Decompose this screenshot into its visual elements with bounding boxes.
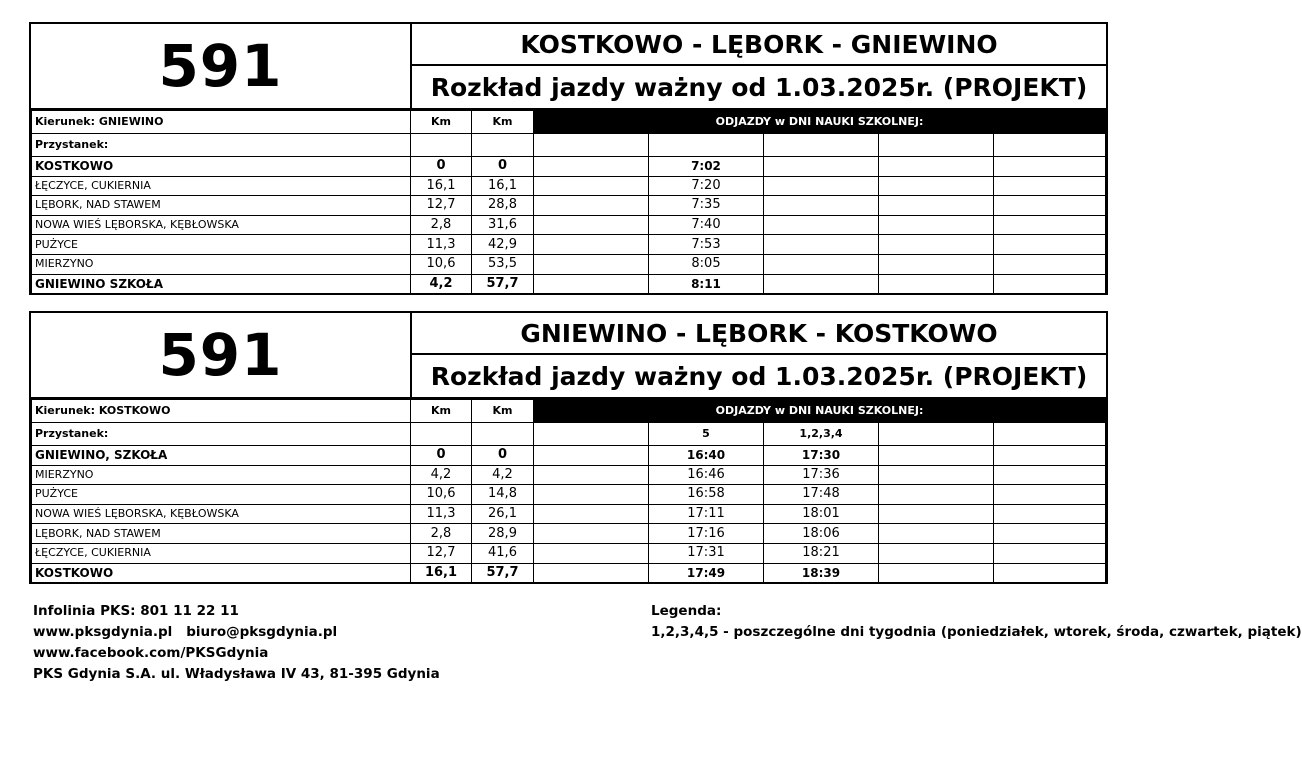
- km-segment: 2,8: [411, 215, 472, 235]
- facebook-link[interactable]: www.facebook.com/PKSGdynia: [33, 645, 269, 661]
- km-segment: 12,7: [411, 543, 472, 563]
- stop-name: NOWA WIEŚ LĘBORSKA, KĘBŁOWSKA: [32, 504, 411, 524]
- stop-name: NOWA WIEŚ LĘBORSKA, KĘBŁOWSKA: [32, 215, 411, 235]
- direction-label: Kierunek: KOSTKOWO: [32, 400, 411, 423]
- departure-time: 18:21: [764, 543, 879, 563]
- day-code: [879, 423, 994, 446]
- km-header: Km: [411, 111, 472, 134]
- km-total: 57,7: [472, 563, 534, 582]
- departure-time: 17:16: [649, 524, 764, 544]
- departures-header: ODJAZDY w DNI NAUKI SZKOLNEJ:: [534, 400, 1106, 423]
- departure-time: 18:06: [764, 524, 879, 544]
- departure-time: 16:58: [649, 485, 764, 505]
- departure-time: 17:36: [764, 465, 879, 485]
- departure-time: [534, 563, 649, 582]
- departure-time: 18:01: [764, 504, 879, 524]
- day-code: [879, 134, 994, 157]
- departure-time: 17:11: [649, 504, 764, 524]
- stop-name: ŁĘCZYCE, CUKIERNIA: [32, 543, 411, 563]
- km-segment: 10,6: [411, 254, 472, 274]
- km-total: 31,6: [472, 215, 534, 235]
- table-row: [32, 274, 1106, 293]
- departures-header: ODJAZDY w DNI NAUKI SZKOLNEJ:: [534, 111, 1106, 134]
- table-row: [32, 446, 1106, 466]
- departure-time: [994, 524, 1106, 544]
- departure-time: [534, 465, 649, 485]
- legend-title: Legenda:: [651, 603, 722, 619]
- table-header-row: [32, 400, 1106, 423]
- departure-time: [534, 235, 649, 255]
- departure-time: [534, 485, 649, 505]
- stop-name: ŁĘCZYCE, CUKIERNIA: [32, 176, 411, 196]
- stop-name: PUŻYCE: [32, 485, 411, 505]
- km-total: 53,5: [472, 254, 534, 274]
- empty-cell: [411, 134, 472, 157]
- line-number: 591: [31, 24, 412, 108]
- schedule-table: [31, 110, 1106, 293]
- route-title: GNIEWINO - LĘBORK - KOSTKOWO: [412, 313, 1106, 355]
- table-row: [32, 485, 1106, 505]
- timetable-1: [29, 22, 1108, 295]
- departure-time: [994, 504, 1106, 524]
- departure-time: [994, 235, 1106, 255]
- departure-time: 16:46: [649, 465, 764, 485]
- stop-name: KOSTKOWO: [32, 157, 411, 177]
- stop-name: LĘBORK, NAD STAWEM: [32, 524, 411, 544]
- empty-cell: [472, 423, 534, 446]
- table-row: [32, 465, 1106, 485]
- departure-time: [764, 274, 879, 293]
- address-text: PKS Gdynia S.A. ul. Władysława IV 43, 81-395 Gdynia: [33, 666, 440, 682]
- table-row: [32, 196, 1106, 216]
- km-total: 28,8: [472, 196, 534, 216]
- km-segment: 2,8: [411, 524, 472, 544]
- departure-time: [534, 215, 649, 235]
- departure-time: [534, 524, 649, 544]
- departure-time: [994, 563, 1106, 582]
- departure-time: [994, 485, 1106, 505]
- direction-label: Kierunek: GNIEWINO: [32, 111, 411, 134]
- departure-time: [994, 176, 1106, 196]
- table-header-row: [32, 111, 1106, 134]
- stop-name: MIERZYNO: [32, 465, 411, 485]
- footer-contact: [33, 601, 440, 685]
- departure-time: [879, 524, 994, 544]
- departure-time: [879, 446, 994, 466]
- km-total: 57,7: [472, 274, 534, 293]
- table-row: [32, 524, 1106, 544]
- infoline-text: Infolinia PKS: 801 11 22 11: [33, 603, 239, 619]
- day-code: [534, 423, 649, 446]
- departure-time: 16:40: [649, 446, 764, 466]
- departure-time: [534, 504, 649, 524]
- empty-cell: [472, 134, 534, 157]
- legend-text: 1,2,3,4,5 - poszczególne dni tygodnia (poniedziałek, wtorek, środa, czwartek, piątek): [651, 624, 1302, 640]
- km-segment: 0: [411, 446, 472, 466]
- day-code: [649, 134, 764, 157]
- departure-time: [764, 215, 879, 235]
- departure-time: [879, 254, 994, 274]
- km-total: 0: [472, 446, 534, 466]
- day-code: 5: [649, 423, 764, 446]
- departure-time: [764, 176, 879, 196]
- day-codes-row: [32, 423, 1106, 446]
- departure-time: [764, 196, 879, 216]
- table-row: [32, 235, 1106, 255]
- table-row: [32, 504, 1106, 524]
- departure-time: [994, 215, 1106, 235]
- departure-time: 8:05: [649, 254, 764, 274]
- validity-text: Rozkład jazdy ważny od 1.03.2025r. (PROJEKT): [430, 72, 1088, 102]
- departure-time: [994, 446, 1106, 466]
- km-total: 26,1: [472, 504, 534, 524]
- km-total: 28,9: [472, 524, 534, 544]
- stop-name: LĘBORK, NAD STAWEM: [32, 196, 411, 216]
- table-row: [32, 254, 1106, 274]
- departure-time: 7:53: [649, 235, 764, 255]
- day-code: 1,2,3,4: [764, 423, 879, 446]
- departure-time: 7:20: [649, 176, 764, 196]
- departure-time: [994, 543, 1106, 563]
- schedule-table: [31, 399, 1106, 582]
- departure-time: [994, 254, 1106, 274]
- departure-time: [764, 254, 879, 274]
- departure-time: [534, 446, 649, 466]
- km-total: 16,1: [472, 176, 534, 196]
- stop-name: GNIEWINO SZKOŁA: [32, 274, 411, 293]
- departure-time: 8:11: [649, 274, 764, 293]
- line-number: 591: [31, 313, 412, 397]
- departure-time: [879, 543, 994, 563]
- timetable-2: [29, 311, 1108, 584]
- departure-time: [534, 157, 649, 177]
- km-segment: 12,7: [411, 196, 472, 216]
- departure-time: [534, 543, 649, 563]
- stop-name: MIERZYNO: [32, 254, 411, 274]
- departure-time: [534, 176, 649, 196]
- km-segment: 16,1: [411, 563, 472, 582]
- stop-name: PUŻYCE: [32, 235, 411, 255]
- departure-time: 7:02: [649, 157, 764, 177]
- departure-time: [879, 465, 994, 485]
- departure-time: [879, 215, 994, 235]
- stop-name: KOSTKOWO: [32, 563, 411, 582]
- table-row: [32, 215, 1106, 235]
- departure-time: [764, 235, 879, 255]
- stop-name: GNIEWINO, SZKOŁA: [32, 446, 411, 466]
- table-row: [32, 157, 1106, 177]
- website-link[interactable]: www.pksgdynia.pl: [33, 624, 173, 640]
- day-code: [764, 134, 879, 157]
- departure-time: [879, 274, 994, 293]
- departure-time: 17:31: [649, 543, 764, 563]
- validity-text: Rozkład jazdy ważny od 1.03.2025r. (PROJEKT): [430, 361, 1088, 391]
- departure-time: 17:49: [649, 563, 764, 582]
- km-segment: 0: [411, 157, 472, 177]
- email-link[interactable]: biuro@pksgdynia.pl: [186, 624, 338, 640]
- departure-time: 17:30: [764, 446, 879, 466]
- table-row: [32, 563, 1106, 582]
- footer-legend: [651, 601, 1302, 643]
- departure-time: [879, 504, 994, 524]
- km-segment: 11,3: [411, 504, 472, 524]
- departure-time: 7:40: [649, 215, 764, 235]
- departure-time: [879, 176, 994, 196]
- departure-time: [534, 274, 649, 293]
- departure-time: 7:35: [649, 196, 764, 216]
- day-codes-row: [32, 134, 1106, 157]
- table-row: [32, 543, 1106, 563]
- km-header: Km: [472, 111, 534, 134]
- departure-time: [994, 157, 1106, 177]
- km-total: 41,6: [472, 543, 534, 563]
- departure-time: [879, 235, 994, 255]
- departure-time: [879, 485, 994, 505]
- km-total: 0: [472, 157, 534, 177]
- km-total: 4,2: [472, 465, 534, 485]
- km-segment: 16,1: [411, 176, 472, 196]
- km-total: 42,9: [472, 235, 534, 255]
- departure-time: [879, 196, 994, 216]
- day-code: [534, 134, 649, 157]
- km-header: Km: [472, 400, 534, 423]
- departure-time: 17:48: [764, 485, 879, 505]
- departure-time: [764, 157, 879, 177]
- departure-time: [994, 274, 1106, 293]
- departure-time: 18:39: [764, 563, 879, 582]
- km-header: Km: [411, 400, 472, 423]
- departure-time: [534, 196, 649, 216]
- departure-time: [534, 254, 649, 274]
- table-row: [32, 176, 1106, 196]
- route-title: KOSTKOWO - LĘBORK - GNIEWINO: [412, 24, 1106, 66]
- stop-label: Przystanek:: [32, 423, 411, 446]
- km-segment: 11,3: [411, 235, 472, 255]
- departure-time: [879, 157, 994, 177]
- day-code: [994, 134, 1106, 157]
- departure-time: [879, 563, 994, 582]
- timetable-header: [31, 313, 1106, 399]
- timetable-header: [31, 24, 1106, 110]
- empty-cell: [411, 423, 472, 446]
- km-segment: 4,2: [411, 274, 472, 293]
- departure-time: [994, 196, 1106, 216]
- departure-time: [994, 465, 1106, 485]
- km-segment: 4,2: [411, 465, 472, 485]
- day-code: [994, 423, 1106, 446]
- stop-label: Przystanek:: [32, 134, 411, 157]
- km-segment: 10,6: [411, 485, 472, 505]
- km-total: 14,8: [472, 485, 534, 505]
